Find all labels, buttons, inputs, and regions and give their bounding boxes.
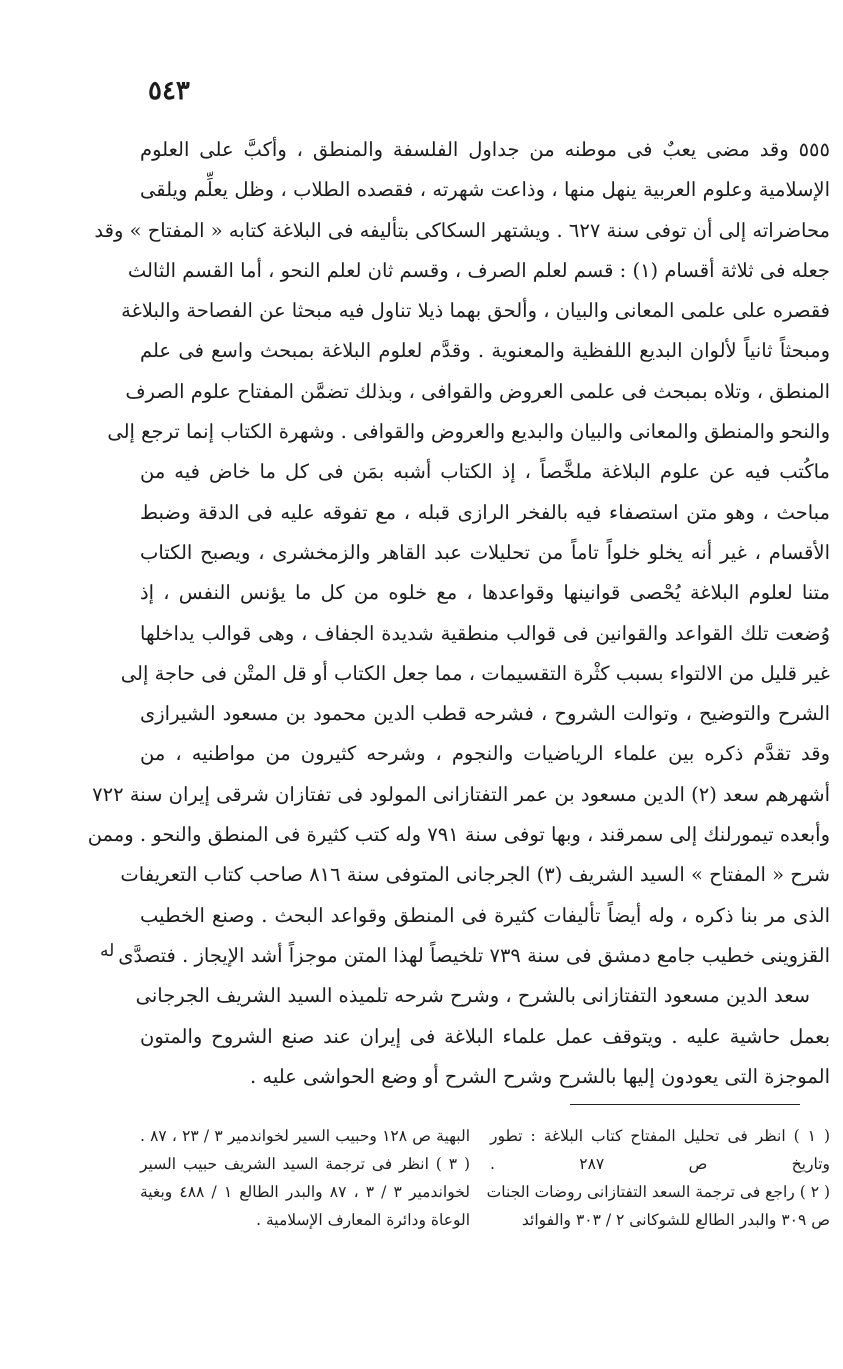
text-line: الذى مر بنا ذكره ، وله أيضاً تأليفات كثيرة فى المنطق وقواعد البحث . وصنع الخطيب [140,903,830,927]
footnote-line: البهية ص ١٢٨ وحبيب السير لخواندمير ٣ / ٢٣ ، ٨٧ . [140,1127,470,1145]
text-line: وأبعده تيمورلنك إلى سمرقند ، وبها توفى سنة ٧٩١ وله كتب كثيرة فى المنطق والنحو . وممن [87,823,830,847]
footnotes-left-column [140,1122,470,1234]
text-line: الشرح والتوضيح ، وتوالت الشروح ، فشرحه قطب الدين محمود بن مسعود الشيرازى [140,702,830,726]
text-line: القزوينى خطيب جامع دمشق فى سنة ٧٣٩ تلخيصاً لهذا المتن موجزاً أشد الإيجاز . فتصدَّى [118,943,830,967]
text-line: غير قليل من الالتواء بسبب كثْرة التقسيمات ، مما جعل الكتاب أو قل المتْن فى حاجة إلى [120,661,830,685]
text-line: الأقسام ، غير أنه يخلو خلواً تاماً من تحليلات عبد القاهر والزمخشرى ، ويصبح الكتاب [140,540,830,564]
footnotes-right-column [486,1122,830,1234]
text-line: ومبحثاً ثانياً لألوان البديع اللفظية والمعنوية . وقدَّم لعلوم البلاغة بمبحث واسع فى علم [140,339,830,363]
text-line: وقد تقدَّم ذكره بين علماء الرياضيات والنجوم ، وشرحه كثيرون من مواطنيه ، من [140,742,830,766]
footnote-divider [570,1104,800,1105]
text-line: وُضعت تلك القواعد والقوانين فى قوالب منطقية شديدة الجفاف ، وهى قوالب يداخلها [140,621,830,645]
text-line: فقصره على علمى المعانى والبيان ، وألحق بهما ذيلا تناول فيه مبحثا عن الفصاحة والبلاغة [121,299,830,323]
footnote-line: ( ٣ ) انظر فى ترجمة السيد الشريف حبيب السير [140,1155,470,1173]
footnote-line: ( ٢ ) راجع فى ترجمة السعد التفتازانى روضات الجنات [486,1183,830,1201]
footnote-line: لخواندمير ٣ / ٣ ، ٨٧ والبدر الطالع ١ / ٤٨٨ وبغية [140,1183,470,1201]
footnote-line: وتاريخ ص ٢٨٧ . [490,1155,830,1173]
text-line: مباحث ، وهو متن استصفاء فيه بالفخر الرازى قبله ، مع تفوقه عليه فى الدقة وضبط [140,500,830,524]
text-line: الإسلامية وعلوم العربية ينهل منها ، وذاعت شهرته ، فقصده الطلاب ، وظل يعلِّم ويلقى [140,178,830,202]
text-line: جعله فى ثلاثة أقسام (١) : قسم لعلم الصرف ، وقسم ثان لعلم النحو ، أما القسم الثالث [127,258,830,282]
text-line: المنطق ، وتلاه بمبحث فى علمى العروض والقوافى ، وبذلك تضمَّن المفتاح علوم الصرف [125,379,830,403]
page-number: ٥٤٣ [148,76,190,106]
body-paragraph [87,130,830,1097]
text-line: والنحو والمنطق والمعانى والبيان والبديع والعروض والقوافى . وشهرة الكتاب إنما ترجع إلى [107,420,830,444]
margin-note: له [100,941,115,961]
text-line: سعد الدين مسعود التفتازانى بالشرح ، وشرح شرحه تلميذه السيد الشريف الجرجانى [135,984,810,1008]
text-line: شرح « المفتاح » السيد الشريف (٣) الجرجانى المتوفى سنة ٨١٦ صاحب كتاب التعريفات [120,863,830,887]
text-line: أشهرهم سعد (٢) الدين مسعود بن عمر التفتازانى المولود فى تفتازان شرقى إيران سنة ٧٢٢ [92,782,830,806]
text-line: بعمل حاشية عليه . ويتوقف عمل علماء البلاغة فى إيران عند صنع الشروح والمتون [140,1024,830,1048]
footnote-line: الوعاة ودائرة المعارف الإسلامية . [256,1211,470,1229]
footnote-line: ص ٣٠٩ والبدر الطالع للشوكانى ٢ / ٣٠٣ والفوائد [521,1211,830,1229]
footnote-line: ( ١ ) انظر فى تحليل المفتاح كتاب البلاغة : تطور [490,1127,830,1145]
text-line: الموجزة التى يعودون إليها بالشرح وشرح الشرح أو وضع الحواشى عليه . [249,1064,830,1088]
text-line: محاضراته إلى أن توفى سنة ٦٢٧ . ويشتهر السكاكى بتأليفه فى البلاغة كتابه « المفتاح » وقد [94,218,830,242]
text-line: ماكُتب فيه عن علوم البلاغة ملخَّصاً ، إذ الكتاب أشبه بمَن فى كل ما خاض فيه من [140,460,830,484]
text-line: متنا لعلوم البلاغة يُحْصى قوانينها وقواعدها ، مع خلوه من كل ما يؤنس النفس ، إذ [140,581,830,605]
text-line: ٥٥٥ وقد مضى يعبٌ فى موطنه من جداول الفلسفة والمنطق ، وأكبَّ على العلوم [140,138,830,161]
